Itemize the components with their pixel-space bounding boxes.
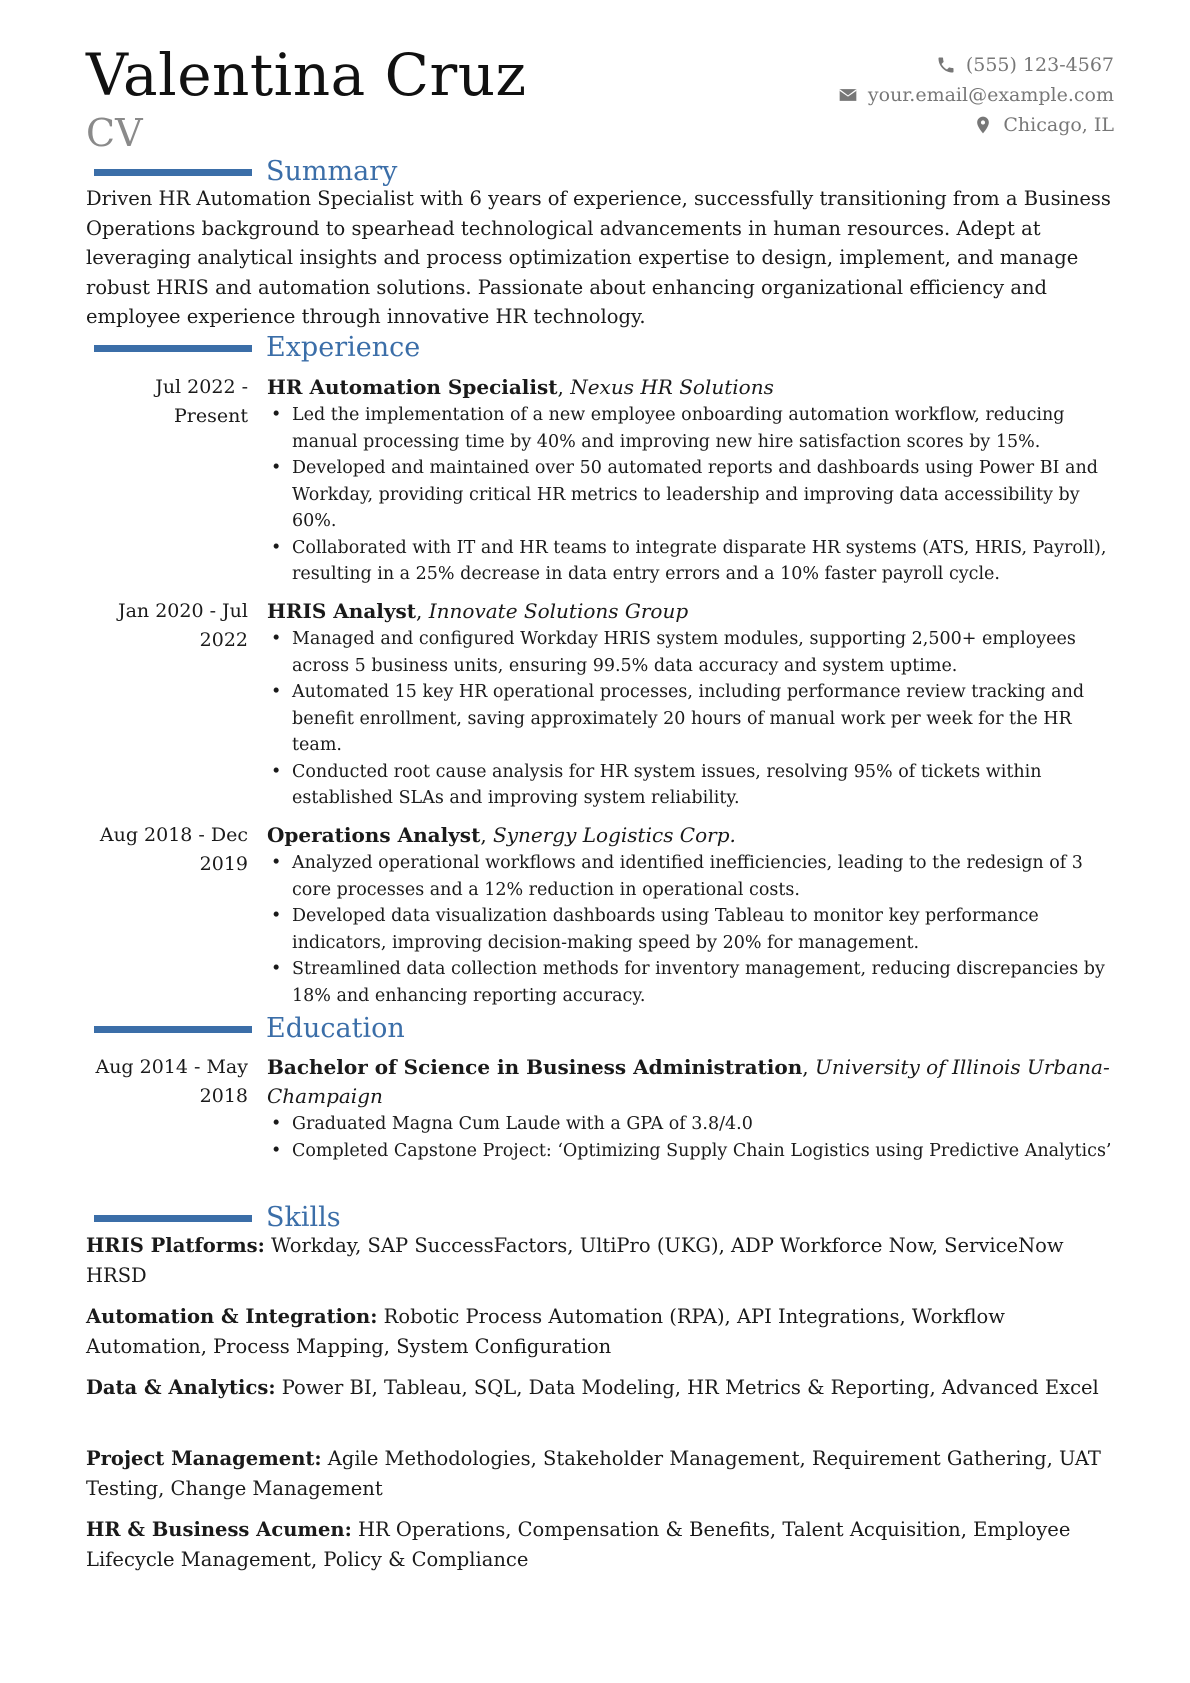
bullet-item: • Developed and maintained over 50 automated reports and dashboards using Power BI and Workday, providing critical HR metrics to leadership and improving data accessibility by 60%. <box>267 455 1116 535</box>
entry-bullets <box>267 626 1116 812</box>
entry-date: Jul 2022 - Present <box>155 376 248 427</box>
envelope-icon <box>838 85 858 105</box>
degree: Bachelor of Science in Business Administration <box>267 1055 803 1079</box>
section-title: Education <box>266 1013 405 1044</box>
bullet-item: • Graduated Magna Cum Laude with a GPA of 3.8/4.0 <box>267 1111 1116 1138</box>
contact-phone-row <box>838 50 1114 80</box>
phone-icon <box>936 55 956 75</box>
entry-body <box>267 373 1116 588</box>
section-experience-heading <box>94 331 420 365</box>
contact-block <box>838 50 1114 140</box>
section-rule <box>94 169 252 176</box>
candidate-name: Valentina Cruz <box>86 41 527 109</box>
bullet-item: • Automated 15 key HR operational processes, including performance review tracking and benefit enrollment, saving approximately 20 hours of manual work per week for the HR team. <box>267 679 1116 759</box>
entry-heading: Operations Analyst, Synergy Logistics Corp. <box>267 823 736 847</box>
entry-body <box>267 1053 1116 1164</box>
contact-location-row <box>838 110 1114 140</box>
section-skills-heading <box>94 1201 341 1235</box>
skill-group <box>86 1444 1114 1503</box>
skill-group <box>86 1373 1114 1403</box>
job-company: Synergy Logistics Corp. <box>493 823 736 847</box>
entry-bullets <box>267 850 1116 1009</box>
summary-text: Driven HR Automation Specialist with 6 years of experience, successfully transitioning from a Business Operations background to spearhead technological advancements in human resources. Adept at leveraging analytical insights and process optimization expertise to design, implement, and manage robust HRIS and automation solutions. Passionate about enhancing organizational efficiency and employee experience through innovative HR technology. <box>86 187 1111 328</box>
contact-email[interactable]: your.email@example.com <box>867 84 1114 106</box>
bullet-item: • Streamlined data collection methods for inventory management, reducing discrepancies by 18% and enhancing reporting accuracy. <box>267 956 1116 1009</box>
contact-email-row <box>838 80 1114 110</box>
skill-items: Power BI, Tableau, SQL, Data Modeling, HR Metrics & Reporting, Advanced Excel <box>281 1376 1099 1399</box>
job-role: HR Automation Specialist <box>267 375 558 399</box>
bullet-item: • Analyzed operational workflows and identified inefficiencies, leading to the redesign of 3 core processes and a 12% reduction in operational costs. <box>267 850 1116 903</box>
skill-items: HR Operations, Compensation & Benefits, Talent Acquisition, Employee Lifecycle Management, Policy & Compliance <box>86 1518 1071 1571</box>
skill-items: Agile Methodologies, Stakeholder Management, Requirement Gathering, UAT Testing, Change Management <box>86 1447 1101 1500</box>
entry-date: Aug 2014 - May 2018 <box>95 1056 248 1107</box>
skill-items: Robotic Process Automation (RPA), API Integrations, Workflow Automation, Process Mapping, System Configuration <box>86 1305 1005 1358</box>
skill-label: HRIS Platforms: <box>86 1234 265 1257</box>
skill-group <box>86 1515 1114 1574</box>
skill-label: HR & Business Acumen: <box>86 1518 352 1541</box>
section-rule <box>94 1215 252 1222</box>
section-title: Skills <box>266 1202 341 1233</box>
entry-heading: HR Automation Specialist, Nexus HR Solutions <box>267 375 774 399</box>
entry-date: Jan 2020 - Jul 2022 <box>117 600 248 651</box>
bullet-item: • Managed and configured Workday HRIS system modules, supporting 2,500+ employees across 5 business units, ensuring 99.5% data accuracy and system uptime. <box>267 626 1116 679</box>
skill-group <box>86 1302 1114 1361</box>
entry-body <box>267 821 1116 1009</box>
skill-label: Data & Analytics: <box>86 1376 276 1399</box>
section-rule <box>94 345 252 352</box>
skill-items: Workday, SAP SuccessFactors, UltiPro (UKG), ADP Workforce Now, ServiceNow HRSD <box>86 1234 1064 1287</box>
skill-label: Project Management: <box>86 1447 322 1470</box>
section-title: Experience <box>266 332 421 363</box>
section-title: Summary <box>266 156 398 187</box>
bullet-item: • Developed data visualization dashboards using Tableau to monitor key performance indicators, improving decision-making speed by 20% for management. <box>267 903 1116 956</box>
section-rule <box>94 1026 252 1033</box>
bullet-item: • Led the implementation of a new employee onboarding automation workflow, reducing manual processing time by 40% and improving new hire satisfaction scores by 15%. <box>267 402 1116 455</box>
document-subtitle: CV <box>86 111 143 155</box>
bullet-item: • Conducted root cause analysis for HR system issues, resolving 95% of tickets within established SLAs and improving system reliability. <box>267 759 1116 812</box>
job-role: HRIS Analyst <box>267 599 417 623</box>
entry-heading: Bachelor of Science in Business Administration, University of Illinois Urbana-Champaign <box>267 1055 1110 1108</box>
contact-location: Chicago, IL <box>1003 114 1114 136</box>
job-role: Operations Analyst <box>267 823 481 847</box>
entry-date: Aug 2018 - Dec 2019 <box>99 824 248 875</box>
contact-phone[interactable]: (555) 123-4567 <box>965 54 1114 76</box>
map-pin-icon <box>973 115 993 135</box>
skill-group <box>86 1231 1114 1290</box>
job-company: Innovate Solutions Group <box>428 599 689 623</box>
section-education-heading <box>94 1012 405 1046</box>
skill-label: Automation & Integration: <box>86 1305 378 1328</box>
job-company: Nexus HR Solutions <box>570 375 774 399</box>
bullet-item: • Completed Capstone Project: ‘Optimizing Supply Chain Logistics using Predictive Analytics’ <box>267 1138 1116 1165</box>
entry-body <box>267 597 1116 812</box>
entry-bullets <box>267 1111 1116 1164</box>
bullet-item: • Collaborated with IT and HR teams to integrate disparate HR systems (ATS, HRIS, Payroll), resulting in a 25% decrease in data entry errors and a 10% faster payroll cycle. <box>267 535 1116 588</box>
entry-bullets <box>267 402 1116 588</box>
entry-heading: HRIS Analyst, Innovate Solutions Group <box>267 599 689 623</box>
school: University of Illinois Urbana-Champaign <box>267 1055 1110 1108</box>
